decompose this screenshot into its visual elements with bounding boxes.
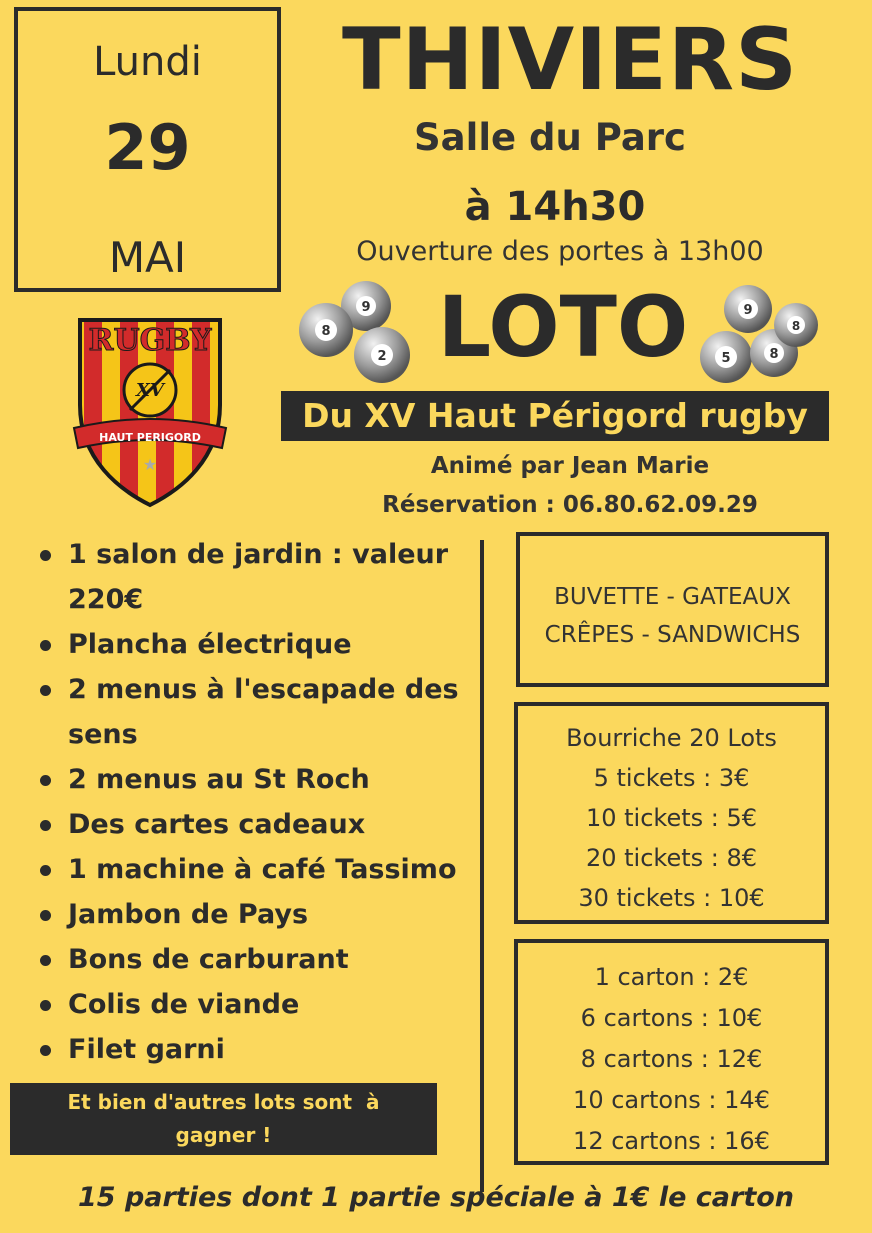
prize-list [34, 532, 474, 1072]
column-divider [480, 540, 484, 1192]
date-day: 29 [104, 111, 191, 184]
list-item: 220€ [68, 584, 144, 615]
host-text: Animé par Jean Marie [430, 453, 710, 479]
list-item: sens [68, 719, 138, 750]
bullet-icon [40, 865, 51, 876]
bullet-icon [40, 640, 51, 651]
list-item: Des cartes cadeaux [34, 802, 474, 847]
bullet-icon [40, 820, 51, 831]
bourriche-price: 30 tickets : 10€ [578, 884, 765, 912]
carton-price: 8 cartons : 12€ [580, 1045, 763, 1073]
buvette-line: CRÊPES - SANDWICHS [544, 622, 801, 648]
bullet-icon [40, 1000, 51, 1011]
bullet-icon [40, 775, 51, 786]
carton-price: 10 cartons : 14€ [573, 1086, 770, 1114]
venue: Salle du Parc [414, 116, 686, 159]
buvette-box [516, 532, 829, 687]
carton-price: 12 cartons : 16€ [573, 1127, 770, 1155]
bourriche-price: 20 tickets : 8€ [585, 844, 758, 872]
more-line: gagner ! [175, 1123, 272, 1147]
logo-center-text: XV [136, 380, 164, 401]
carton-price: 6 cartons : 10€ [580, 1004, 763, 1032]
list-item: 2 menus au St Roch [34, 757, 474, 802]
footer-note: 15 parties dont 1 partie spéciale à 1€ le carton [77, 1182, 795, 1213]
ball-number: 9 [361, 300, 371, 315]
bullet-icon [40, 910, 51, 921]
list-item: Jambon de Pays [34, 892, 474, 937]
bourriche-price: 5 tickets : 3€ [593, 764, 750, 792]
ball-number: 8 [769, 347, 779, 362]
town-title: THIVIERS [341, 10, 799, 110]
event-title: LOTO [437, 278, 689, 376]
ball-number: 8 [321, 324, 331, 339]
bullet-icon [40, 955, 51, 966]
logo-top-text: RUGBY [88, 323, 212, 358]
logo-ribbon-text: HAUT PERIGORD [99, 431, 201, 444]
reservation-text: Réservation : 06.80.62.09.29 [382, 492, 758, 518]
bullet-icon [40, 550, 51, 561]
ball-number: 8 [791, 319, 801, 333]
carton-price: 1 carton : 2€ [594, 963, 749, 991]
list-item: Plancha électrique [34, 622, 474, 667]
star-icon: ★ [142, 455, 158, 474]
club-banner: Du XV Haut Périgord rugby [281, 391, 829, 441]
start-time: à 14h30 [464, 184, 646, 230]
bourriche-price: 10 tickets : 5€ [585, 804, 758, 832]
doors-opening: Ouverture des portes à 13h00 [356, 236, 764, 267]
ball-number: 2 [377, 349, 387, 364]
ball-number: 9 [743, 303, 753, 318]
list-item: 2 menus à l'escapade des [34, 667, 474, 712]
list-item: 1 salon de jardin : valeur [34, 532, 474, 577]
more-prizes-banner [10, 1083, 437, 1155]
ball-number: 5 [721, 351, 731, 366]
list-item: 1 machine à café Tassimo [34, 847, 474, 892]
list-item: Bons de carburant [34, 937, 474, 982]
list-item: Filet garni [34, 1027, 474, 1072]
bullet-icon [40, 685, 51, 696]
more-line: Et bien d'autres lots sont à [67, 1090, 380, 1114]
rugby-club-logo [70, 310, 230, 510]
buvette-line: BUVETTE - GATEAUX [554, 584, 791, 610]
bourriche-box [514, 702, 829, 924]
bourriche-title: Bourriche 20 Lots [566, 724, 777, 752]
date-box [14, 7, 281, 292]
lotto-balls-left-icon [296, 280, 421, 385]
date-weekday: Lundi [93, 39, 202, 85]
bullet-icon [40, 1045, 51, 1056]
list-item: Colis de viande [34, 982, 474, 1027]
date-month: MAI [108, 233, 187, 282]
cartons-box [514, 939, 829, 1165]
lotto-balls-right-icon [696, 285, 821, 385]
